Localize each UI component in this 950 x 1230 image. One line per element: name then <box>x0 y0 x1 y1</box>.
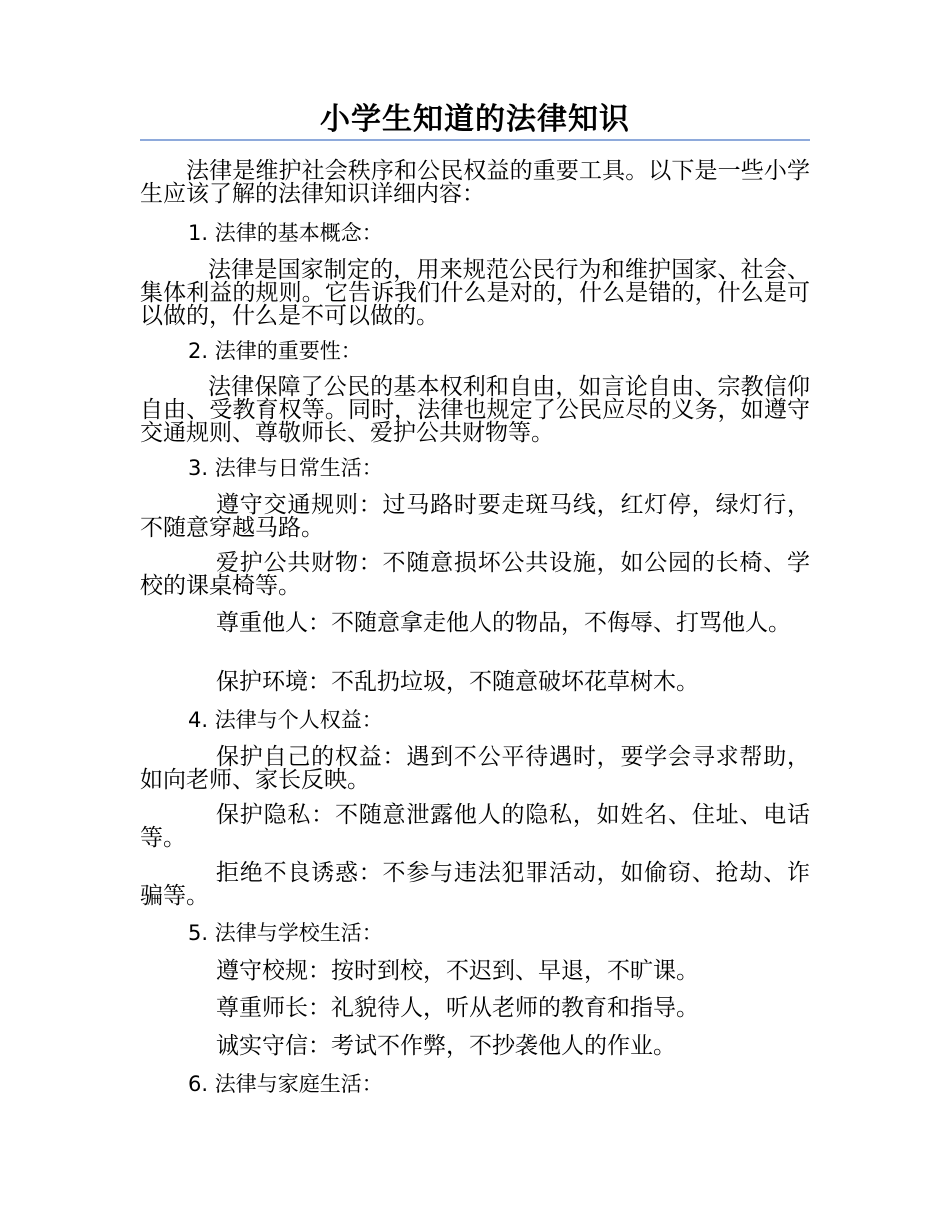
list-item: 拒绝不良诱惑：不参与违法犯罪活动，如偷窃、抢劫、诈骗等。 <box>140 860 810 909</box>
list-item: 保护环境：不乱扔垃圾，不随意破坏花草树木。 <box>216 669 699 695</box>
list-item: 尊重他人：不随意拿走他人的物品，不侮辱、打骂他人。 <box>216 610 791 636</box>
section-heading-4: 4. 法律与个人权益： <box>188 708 383 732</box>
section-heading-2: 2. 法律的重要性： <box>188 339 362 363</box>
list-item: 爱护公共财物：不随意损坏公共设施，如公园的长椅、学校的课桌椅等。 <box>140 550 810 599</box>
list-item: 遵守交通规则：过马路时要走斑马线，红灯停，绿灯行，不随意穿越马路。 <box>140 492 810 541</box>
list-item: 尊重师长：礼貌待人，听从老师的教育和指导。 <box>216 995 699 1021</box>
title-underline <box>140 139 810 141</box>
list-item: 诚实守信：考试不作弊，不抄袭他人的作业。 <box>216 1033 676 1059</box>
intro-paragraph: 法律是维护社会秩序和公民权益的重要工具。以下是一些小学生应该了解的法律知识详细内容： <box>140 158 810 207</box>
section-body-2: 法律保障了公民的基本权利和自由，如言论自由、宗教信仰自由、受教育权等。同时，法律也规定了公民应尽的义务，如遵守交通规则、尊敬师长、爱护公共财物等。 <box>140 374 810 446</box>
section-heading-3: 3. 法律与日常生活： <box>188 456 383 480</box>
section-heading-6: 6. 法律与家庭生活： <box>188 1072 383 1096</box>
page-title: 小学生知道的法律知识 <box>320 102 630 137</box>
section-heading-1: 1. 法律的基本概念： <box>188 221 383 245</box>
list-item: 遵守校规：按时到校，不迟到、早退，不旷课。 <box>216 958 699 984</box>
list-item: 保护隐私：不随意泄露他人的隐私，如姓名、住址、电话等。 <box>140 802 810 851</box>
section-body-1: 法律是国家制定的，用来规范公民行为和维护国家、社会、集体利益的规则。它告诉我们什么是对的，什么是错的，什么是可以做的，什么是不可以做的。 <box>140 257 810 329</box>
section-heading-5: 5. 法律与学校生活： <box>188 921 383 945</box>
list-item: 保护自己的权益：遇到不公平待遇时，要学会寻求帮助，如向老师、家长反映。 <box>140 744 810 793</box>
